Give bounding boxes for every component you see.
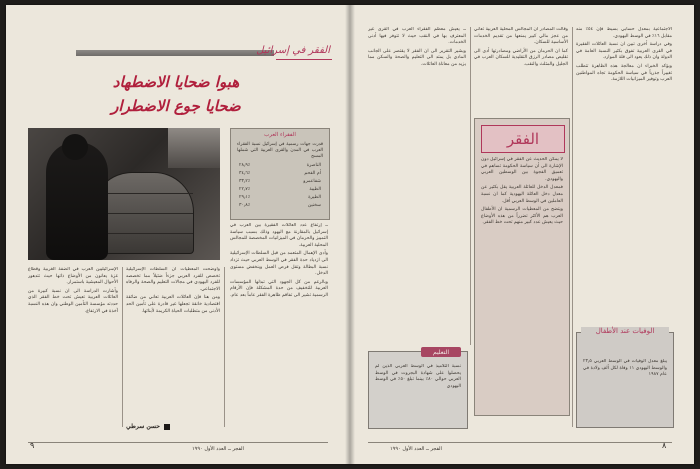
page-footer: الفجر ــ العدد الأول ١٩٩٠ xyxy=(192,446,244,452)
stats-row: أم الفحم ٪٣٤٫٦ xyxy=(239,171,321,176)
stats-row: الناصرة ٪٢٨٫٩ xyxy=(239,163,321,168)
page-number: ٩ xyxy=(30,441,35,450)
byline: حسن سرطي xyxy=(50,423,170,430)
column-rule xyxy=(224,267,225,427)
column-rule xyxy=(470,27,471,345)
headline-line-1: هبوا ضحايا الاضطهاد xyxy=(112,73,240,91)
article-column-b: وأوضحت المعطيات ان السلطات الإسرائيلية تخصص للفرد العربي جزءاً ضئيلاً مما تخصصه للفرد اليهودي في مجالات التعليم والصحة والرفاه الاجتماعي. ومن هنا فإن العائلات العربية تعاني من ضائقة اقتصادية خانقة تجعلها غير قادرة على تأمين الحد الأدنى من متطلبات الحياة الكريمة لأبنائها. xyxy=(126,267,220,314)
article-column-middle: وقالت المصادر ان المجالس المحلية العربية تعاني من عجز مالي كبير يمنعها من تقديم الخدمات الأساسية للسكان. كما ان الحرمان من الأراضي ومصادرتها أدى الى تقليص مصادر الرزق التقليدية للسكان العرب في الجليل والمثلث والنقب. xyxy=(474,27,568,67)
magazine-spread xyxy=(6,5,694,464)
infant-mortality-text: يبلغ معدل الوفيات في الوسط العربي ٢٣٫٥ والوسط اليهودي ١١ وفاة لكل ألف ولادة في عام ١٩٨٧ xyxy=(583,359,667,378)
stats-row: شفاعمرو ٪٣٣٫٢ xyxy=(239,179,321,184)
footer-rule xyxy=(368,442,672,443)
stats-row: الطيبة ٪٢٢٫٧ xyxy=(239,187,321,192)
right-page xyxy=(350,5,694,464)
photo-person-head xyxy=(62,134,88,160)
stats-row: الطيرة ٪٢٩٫١ xyxy=(239,195,321,200)
headline-line-2: ضحايا جوع الاضطرار xyxy=(111,97,241,115)
column-rule xyxy=(572,27,573,427)
kicker-bar xyxy=(76,50,274,56)
section-kicker: الفقر في إسرائيل xyxy=(256,45,330,56)
column-rule xyxy=(122,267,123,427)
stats-row: سخنين ٪٣٠٫٨ xyxy=(239,203,321,208)
footer-rule xyxy=(28,442,328,443)
photo-background-light xyxy=(168,128,220,168)
poverty-box-text: لا يمكن الحديث عن الفقر في إسرائيل دون الإشارة الى أن سياسة الحكومة تساهم في تعميق الفجوة بين الوسطين العربي واليهودي. فمعدل الدخل للعائلة العربية يقل بكثير عن معدل دخل العائلة اليهودية كما ان نسبة العاملين في الوسط العربي أقل. ويتضح من المعطيات الرسمية ان الأطفال العرب هم الأكثر تضرراً من هذه الأوضاع حيث يعيش عدد كبير منهم تحت خط الفقر. xyxy=(481,157,563,226)
article-column-left: ــ يعيش معظم الفقراء العرب في القرى غير المعترف بها في النقب حيث لا تتوفر فيها أدنى الخدمات. ويشير التقرير الى ان الفقر لا يقتصر على الجانب المادي بل يمتد الى التعليم والصحة والسكن مما يزيد من معاناة العائلات. xyxy=(368,27,466,67)
stats-title: الفقراء العرب xyxy=(264,132,296,138)
left-page xyxy=(6,5,350,464)
poverty-box xyxy=(474,118,570,416)
article-column-a: ــ إرتفاع عدد العائلات الفقيرة بين العرب في إسرائيل بالمقارنة مع اليهود وذلك بسبب سياسة التمييز والحرمان في الميزانيات المخصصة للمجالس المحلية العربية. وأدى الإهمال المتعمد من قبل السلطات الإسرائيلية الى ازدياد حدة الفقر في الوسط العربي حيث تزداد نسبة البطالة وتقل فرص العمل وينخفض مستوى الدخل. وبالرغم من كل الجهود التي تبذلها المؤسسات العربية للتخفيف من حدة المشكلة فإن الأرقام الرسمية تشير الى تفاقم ظاهرة الفقر عاماً بعد عام. xyxy=(230,223,328,298)
article-column-c: الإسرائيليين العرب في الضفة الغربية وقطاع غزة يعانون من الأوضاع ذاتها حيث تتدهور الأحوال المعيشية باستمرار. وأشارت الدراسة الى ان نسبة كبيرة من العائلات العربية تعيش تحت خط الفقر الذي حددته مؤسسة التأمين الوطني وان هذه النسبة آخذة في الارتفاع. xyxy=(28,267,118,314)
education-box xyxy=(368,348,468,429)
page-footer: الفجر ــ العدد الأول ١٩٩٠ xyxy=(390,446,442,452)
stats-intro: قدرت جهات رسمية في إسرائيل نسبة الفقراء العرب في المدن والقرى العربية التي شملها المسح xyxy=(237,142,323,159)
page-number: ٨ xyxy=(662,441,667,450)
kicker-underline xyxy=(276,59,332,60)
stats-box xyxy=(230,128,330,220)
homeless-man-photo xyxy=(28,128,220,260)
poverty-box-title: الفقر xyxy=(481,125,565,153)
education-box-text: نسبة التلاميذ في الوسط العربي الذين لم يحصلوا على شهادة البجروت في الوسط العربي حوالي ٨٠٪ بينما تبلغ ٥٠٪ في الوسط اليهودي xyxy=(375,364,461,389)
infant-mortality-box xyxy=(576,327,674,428)
education-box-title: التعليم xyxy=(421,347,461,357)
article-column-right: الاجتماعية بمعدل حسابي بسيط فإن ٥٤٪ منه مقابل ١٦٪ في الوسط اليهودي. وفي دراسة أخرى تبين ان نسبة العائلات الفقيرة في القرى العربية تفوق بكثير النسبة العامة في الدولة وان ذلك يعود الى قلة الموارد. ويؤكد الخبراء ان معالجة هذه الظاهرة تتطلب تغييراً جذرياً في سياسة الحكومة تجاه المواطنين العرب وتوفير الميزانيات اللازمة. xyxy=(576,27,672,83)
byline-square-icon xyxy=(164,424,170,430)
infant-mortality-title: الوفيات عند الأطفال xyxy=(581,327,669,349)
